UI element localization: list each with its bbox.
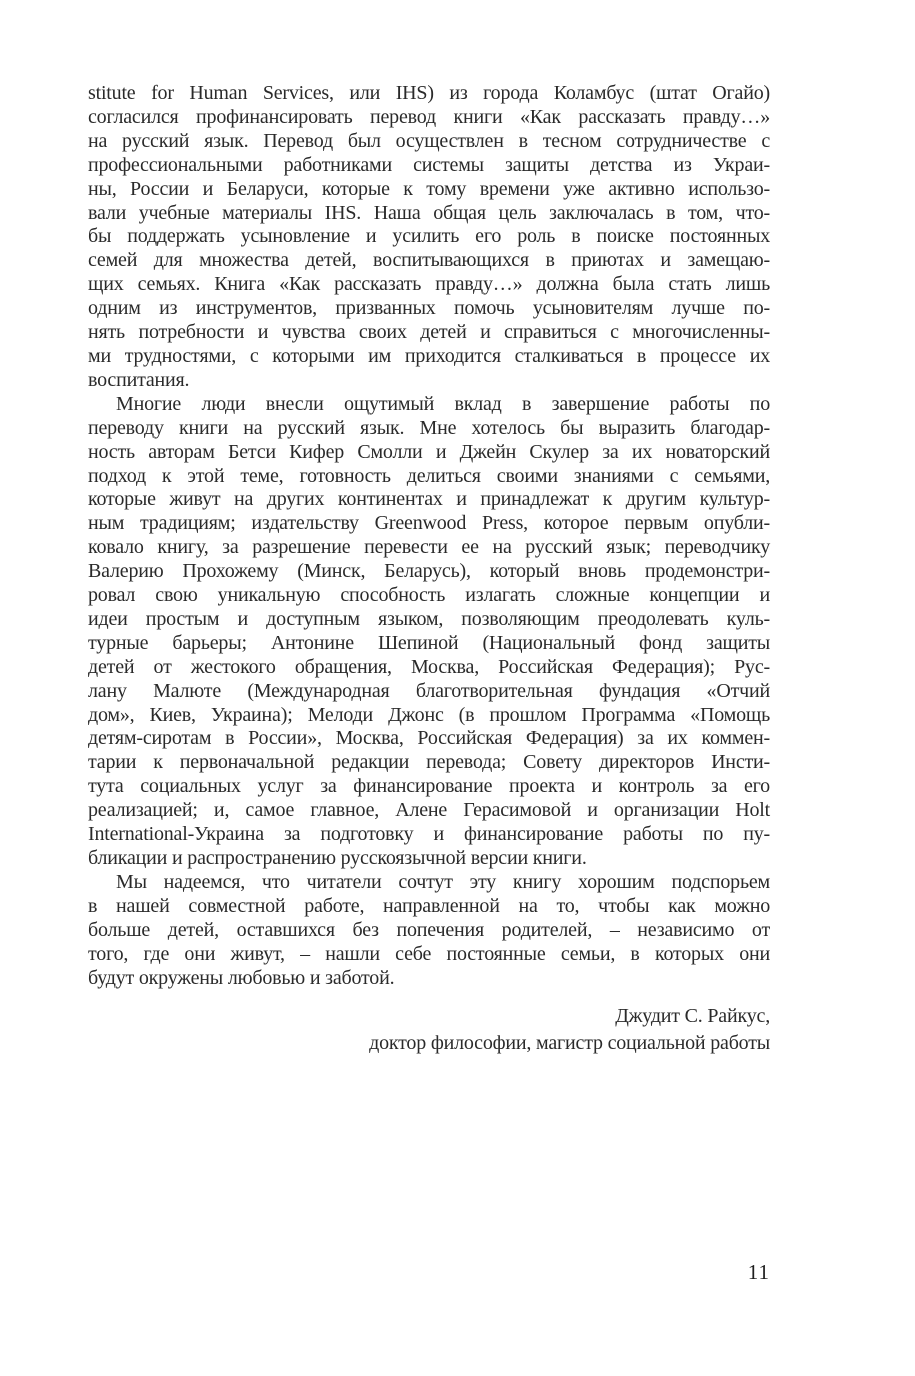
page-number: 11 [747,1260,770,1284]
text-line: турные барьеры; Антонине Шепиной (Национальный фонд защиты [88,631,770,654]
signature-block [88,1003,770,1057]
text-line: тарии к первоначальной редакции перевода; Совету директоров Инсти- [88,751,770,774]
text-line: ровал свою уникальную способность излагать сложные концепции и [88,584,770,607]
text-line: в нашей совместной работе, направленной на то, чтобы как можно [88,894,770,917]
text-line: больше детей, оставшихся без попечения родителей, – независимо от [88,918,770,941]
text-line: одним из инструментов, призванных помочь усыновителям лучше по- [88,297,770,320]
text-line: воспитания. [88,368,190,391]
text-line: stitute for Human Services, или IHS) из города Коламбус (штат Огайо) [88,82,770,104]
signature-name: Джудит С. Райкус, [615,1005,770,1028]
text-line: семей для множества детей, воспитывающихся в приютах и замещаю- [88,249,770,272]
text-line: будут окружены любовью и заботой. [88,966,395,989]
text-line: лану Малюте (Международная благотворительная фундация «Отчий [88,679,770,702]
text-line: согласился профинансировать перевод книги «Как рассказать правду…» [88,105,770,128]
text-block [88,82,770,1057]
text-line: ным традициям; издательству Greenwood Press, которое первым опубли- [88,512,770,535]
text-line: щих семьях. Книга «Как рассказать правду…» должна была стать лишь [88,273,770,296]
text-line: которые живут на других континентах и принадлежат к другим культур- [88,488,770,511]
text-line: бы поддержать усыновление и усилить его роль в поиске постоянных [88,225,770,248]
text-line: International-Украина за подготовку и финансирование работы по пу- [88,823,770,846]
text-line: идеи простым и доступным языком, позволяющим преодолевать куль- [88,607,770,630]
text-line: Многие люди внесли ощутимый вклад в завершение работы по [116,392,770,415]
text-line: профессиональными работниками системы защиты детства из Украи- [88,153,770,176]
text-line: Мы надеемся, что читатели сочтут эту книгу хорошим подспорьем [116,870,770,893]
text-line: переводу книги на русский язык. Мне хотелось бы выразить благодар- [88,416,770,439]
text-line: нять потребности и чувства своих детей и справиться с многочисленны- [88,321,770,344]
text-line: дом», Киев, Украина); Мелоди Джонс (в прошлом Программа «Помощь [88,703,770,726]
text-line: ны, России и Беларуси, которые к тому времени уже активно использо- [88,177,770,200]
text-line: ность авторам Бетси Кифер Смолли и Джейн Скулер за их новаторский [88,440,770,463]
signature-credentials: доктор философии, магистр социальной работы [369,1032,770,1055]
text-line: на русский язык. Перевод был осуществлен в тесном сотрудничестве с [88,129,770,152]
paragraph [88,393,770,871]
text-line: ковало книгу, за разрешение перевести ее на русский язык; переводчику [88,536,770,559]
text-line: Валерию Прохожему (Минск, Беларусь), который вновь продемонстри- [88,560,770,583]
text-line: детей от жестокого обращения, Москва, Российская Федерация); Рус- [88,655,770,678]
text-line: бликации и распространению русскоязычной версии книги. [88,847,587,869]
text-line: того, где они живут, – нашли себе постоянные семьи, в которых они [88,942,770,965]
paragraph [88,871,770,991]
paragraph [88,82,770,393]
text-line: тута социальных услуг за финансирование проекта и контроль за его [88,775,770,798]
text-line: детям-сиротам в России», Москва, Российская Федерация) за их коммен- [88,727,770,750]
text-line: ми трудностями, с которыми им приходится сталкиваться в процессе их [88,344,770,367]
text-line: реализацией; и, самое главное, Алене Герасимовой и организации Holt [88,799,770,822]
text-line: вали учебные материалы IHS. Наша общая цель заключалась в том, что- [88,201,770,224]
text-line: подход к этой теме, готовность делиться своими знаниями с семьями, [88,464,770,487]
